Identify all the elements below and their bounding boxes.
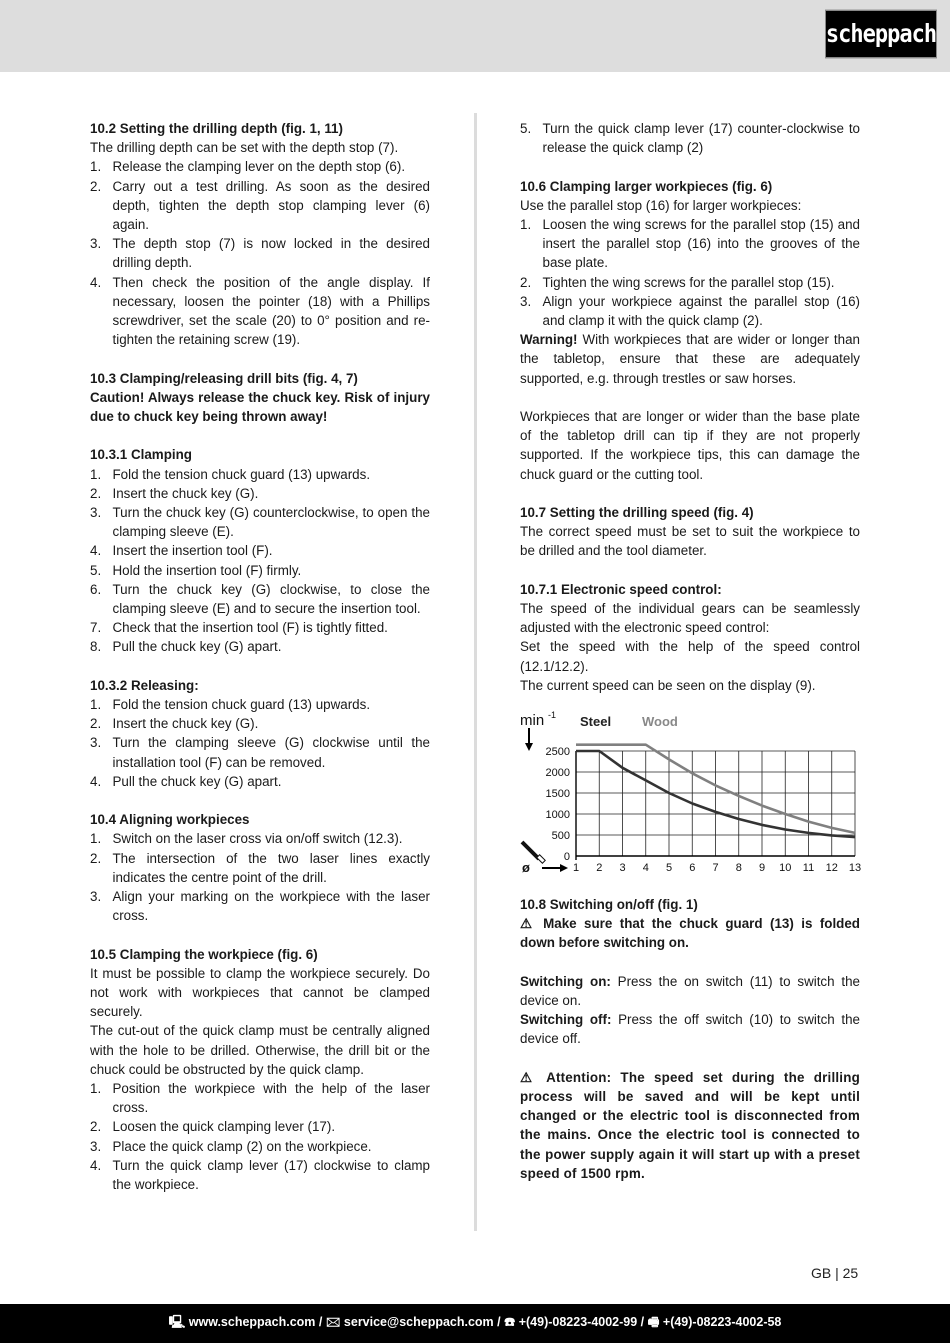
- list-item: 4. Pull the chuck key (G) apart.: [90, 773, 282, 789]
- list-item: 2. Insert the chuck key (G).: [90, 716, 259, 732]
- right-column: [520, 119, 860, 1183]
- svg-text:6: 6: [689, 862, 696, 875]
- list-item: 4. Then check the position of the angle display. If necessary, loosen the pointer (18) with a Phillips screwdriver, set the scale (20) to 0° position and re-tighten the retaining screw (19).: [90, 274, 430, 348]
- paragraph: It must be possible to clamp the workpiece securely. Do not work with workpieces that cannot be clamped securely.: [90, 965, 430, 1020]
- caution-text: Caution! Always release the chuck key. Risk of injury due to chuck key being thrown away!: [90, 389, 430, 425]
- svg-text:4: 4: [642, 862, 649, 875]
- svg-text:10: 10: [779, 862, 792, 875]
- svg-text:500: 500: [551, 830, 570, 843]
- paragraph: Use the parallel stop (16) for larger workpieces:: [520, 197, 802, 213]
- step-list: [90, 465, 430, 657]
- footer-contact: 🖳 www.scheppach.com / 🖂 service@scheppach.com / ☎ +(49)-08223-4002-99 / 🖷 +(49)-08223-4002-58: [168, 1315, 782, 1329]
- svg-text:2: 2: [596, 862, 603, 875]
- section-heading: 10.3.1 Clamping: [90, 447, 192, 463]
- speed-chart-svg: [520, 711, 870, 881]
- svg-text:5: 5: [665, 862, 673, 875]
- attention-text: ⚠ Attention: The speed set during the drilling process will be saved and will be kept until changed or the electric tool is disconnected from the mains. Once the electric tool is connected to the power supply again it will start up with a preset speed of 1500 rpm.: [520, 1069, 860, 1181]
- svg-text:9: 9: [758, 862, 766, 875]
- warning-text: ⚠ Make sure that the chuck guard (13) is folded down before switching on.: [520, 916, 860, 951]
- list-item: 3. Align your marking on the workpiece with the laser cross.: [90, 889, 430, 924]
- svg-text:7: 7: [712, 862, 719, 875]
- brand-logo: scheppach: [825, 10, 937, 58]
- list-item: 4. Turn the quick clamp lever (17) clockwise to clamp the workpiece.: [90, 1157, 430, 1193]
- step-list: [90, 695, 430, 791]
- svg-text:min: min: [520, 712, 545, 730]
- svg-text:2000: 2000: [545, 767, 570, 780]
- column-divider: [474, 113, 477, 1231]
- speed-chart: [520, 711, 870, 881]
- header-bar: [0, 0, 950, 72]
- svg-text:Wood: Wood: [642, 714, 678, 730]
- left-column: [90, 119, 430, 1194]
- svg-text:13: 13: [848, 862, 862, 875]
- list-item: 1. Release the clamping lever on the depth stop (6).: [90, 159, 406, 175]
- list-item: 2. Insert the chuck key (G).: [90, 485, 259, 501]
- step-list: [90, 1079, 430, 1194]
- svg-text:8: 8: [735, 862, 742, 875]
- list-item: 3. The depth stop (7) is now locked in the desired drilling depth.: [90, 236, 430, 271]
- paragraph: The current speed can be seen on the display (9).: [520, 677, 816, 693]
- list-item: 5. Turn the quick clamp lever (17) counter-clockwise to release the quick clamp (2): [520, 121, 860, 156]
- list-item: 1. Loosen the wing screws for the parallel stop (15) and insert the parallel stop (16) into the grooves of the base plate.: [520, 217, 860, 271]
- list-item: 7. Check that the insertion tool (F) is tightly fitted.: [90, 620, 388, 636]
- section-heading: 10.5 Clamping the workpiece (fig. 6): [90, 946, 318, 962]
- list-item: 1. Switch on the laser cross via on/off switch (12.3).: [90, 831, 403, 847]
- svg-text:-1: -1: [548, 711, 557, 721]
- step-list: [90, 829, 430, 925]
- list-item: 4. Insert the insertion tool (F).: [90, 543, 273, 559]
- svg-text:2500: 2500: [545, 746, 570, 759]
- section-heading: 10.3 Clamping/releasing drill bits (fig. 4, 7): [90, 370, 358, 386]
- step-list: [520, 215, 860, 330]
- list-item: 2. Loosen the quick clamping lever (17).: [90, 1119, 336, 1135]
- page-number: GB | 25: [811, 1265, 859, 1281]
- list-item: 3. Align your workpiece against the parallel stop (16) and clamp it with the quick clamp (2).: [520, 293, 860, 329]
- svg-text:Steel: Steel: [580, 714, 612, 730]
- svg-text:1: 1: [572, 862, 580, 875]
- switching-off-paragraph: Switching off: Press the off switch (10) to switch the device off.: [520, 1012, 860, 1047]
- section-heading: 10.7 Setting the drilling speed (fig. 4): [520, 505, 754, 521]
- list-item: 6. Turn the chuck key (G) clockwise, to close the clamping sleeve (E) and to secure the insertion tool.: [90, 581, 430, 617]
- step-list: [90, 157, 430, 349]
- list-item: 1. Fold the tension chuck guard (13) upwards.: [90, 466, 371, 482]
- svg-text:11: 11: [802, 862, 815, 875]
- list-item: 5. Hold the insertion tool (F) firmly.: [90, 562, 302, 578]
- paragraph: Set the speed with the help of the speed control (12.1/12.2).: [520, 639, 860, 674]
- list-item: 1. Fold the tension chuck guard (13) upwards.: [90, 697, 371, 713]
- section-heading: 10.2 Setting the drilling depth (fig. 1, 11): [90, 121, 343, 136]
- svg-text:0: 0: [563, 851, 570, 864]
- step-list: [520, 119, 860, 157]
- svg-text:1500: 1500: [545, 788, 570, 801]
- list-item: 8. Pull the chuck key (G) apart.: [90, 639, 282, 655]
- paragraph: The speed of the individual gears can be seamlessly adjusted with the electronic speed control:: [520, 601, 860, 636]
- paragraph: Workpieces that are longer or wider than the base plate of the tabletop drill can tip if they are not properly supported. If the workpiece tips, this can damage the chuck guard or the cutting tool.: [520, 409, 860, 482]
- footer-bar: [0, 1304, 950, 1343]
- list-item: 1. Position the workpiece with the help of the laser cross.: [90, 1081, 430, 1116]
- paragraph: The cut-out of the quick clamp must be centrally aligned with the hole to be drilled. Otherwise, the drill bit or the chuck could be obstructed by the quick clamp.: [90, 1023, 430, 1077]
- list-item: 2. Tighten the wing screws for the parallel stop (15).: [520, 274, 835, 290]
- section-heading: 10.4 Aligning workpieces: [90, 812, 250, 828]
- svg-text:12: 12: [825, 862, 838, 875]
- list-item: 2. Carry out a test drilling. As soon as the desired depth, tighten the depth stop clamping lever (6) again.: [90, 178, 430, 233]
- section-heading: 10.6 Clamping larger workpieces (fig. 6): [520, 178, 773, 194]
- svg-text:3: 3: [619, 862, 626, 875]
- list-item: 3. Turn the chuck key (G) counterclockwise, to open the clamping sleeve (E).: [90, 505, 430, 540]
- paragraph: The drilling depth can be set with the depth stop (7).: [90, 140, 399, 156]
- list-item: 2. The intersection of the two laser lines exactly indicates the centre point of the drill.: [90, 850, 430, 885]
- switching-on-paragraph: Switching on: Press the on switch (11) to switch the device on.: [520, 973, 860, 1009]
- paragraph: The correct speed must be set to suit the workpiece to be drilled and the tool diameter.: [520, 524, 860, 559]
- list-item: 3. Turn the clamping sleeve (G) clockwise until the installation tool (F) can be removed.: [90, 735, 430, 770]
- svg-text:1000: 1000: [545, 809, 570, 822]
- svg-text:ø: ø: [522, 860, 530, 876]
- section-heading: 10.3.2 Releasing:: [90, 677, 199, 693]
- list-item: 3. Place the quick clamp (2) on the workpiece.: [90, 1138, 372, 1154]
- section-heading: 10.8 Switching on/off (fig. 1): [520, 897, 698, 913]
- section-heading: 10.7.1 Electronic speed control:: [520, 581, 722, 597]
- warning-paragraph: Warning! With workpieces that are wider or longer than the tabletop, ensure that these are adequately supported, e.g. through trestles or saw horses.: [520, 332, 860, 386]
